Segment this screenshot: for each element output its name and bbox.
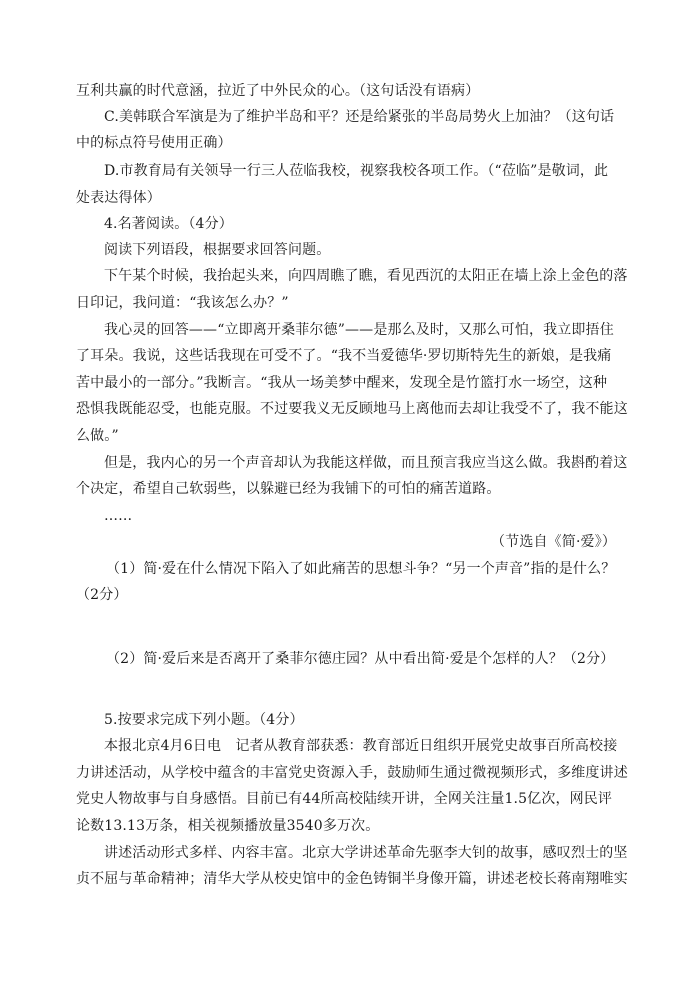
text-line: 处表达得体）: [76, 190, 161, 206]
text-line: 下午某个时候，我抬起头来，向四周瞧了瞧，看见西沉的太阳正在墙上涂上金色的落: [104, 268, 628, 284]
text-line: 论数13.13万条，相关视频播放量3540多万次。: [76, 818, 380, 834]
text-line: 讲述活动形式多样、内容丰富。北京大学讲述革命先驱李大钊的故事，感叹烈士的坚: [104, 845, 628, 861]
text-line: 个决定，希望自己软弱些，以躲避已经为我铺下的可怕的痛苦道路。: [76, 481, 501, 497]
source-citation: （节选自《简·爱》）: [491, 534, 616, 550]
text-line: 本报北京4月6日电 记者从教育部获悉：教育部近日组织开展党史故事百所高校接: [104, 738, 618, 754]
text-line: 但是，我内心的另一个声音却认为我能这样做，而且预言我应当这么做。我斟酌着这: [104, 455, 628, 471]
text-line: 贞不屈与革命精神；清华大学从校史馆中的金色铸铜半身像开篇，讲述老校长蒋南翔唯实: [76, 871, 628, 887]
text-line: 力讲述活动，从学校中蕴含的丰富党史资源入手，鼓励师生通过微视频形式，多维度讲述: [76, 765, 628, 781]
text-line: 互利共赢的时代意涵，拉近了中外民众的心。（这句话没有语病）: [76, 83, 480, 99]
text-line: 么做。”: [76, 428, 119, 444]
text-line: 党史人物故事与自身感悟。目前已有44所高校陆续开讲，全网关注量1.5亿次，网民评: [76, 791, 613, 807]
question-1: （1）简·爱在什么情况下陷入了如此痛苦的思想斗争？“另一个声音”指的是什么？: [106, 561, 616, 577]
section-heading: 4.名著阅读。（4分）: [104, 216, 233, 232]
question-1-score: （2分）: [76, 587, 128, 603]
text-line: 日印记，我问道：“我该怎么办？”: [76, 295, 289, 311]
text-line: 阅读下列语段，根据要求回答问题。: [104, 242, 331, 258]
question-2: （2）简·爱后来是否离开了桑菲尔德庄园？从中看出简·爱是个怎样的人？（2分）: [106, 651, 615, 667]
text-line: D.市教育局有关领导一行三人莅临我校，视察我校各项工作。（“莅临”是敬词，此: [104, 163, 609, 179]
text-line: 我心灵的回答——“立即离开桑菲尔德”——是那么及时，又那么可怕，我立即捂住: [104, 322, 614, 338]
text-line: 恐惧我既能忍受，也能克服。不过要我义无反顾地马上离他而去却让我受不了，我不能这: [76, 401, 628, 417]
text-line: 苦中最小的一部分。”我断言。“我从一场美梦中醒来，发现全是竹篮打水一场空，这种: [76, 375, 608, 391]
text-line: 中的标点符号使用正确）: [76, 135, 232, 151]
text-line: C.美韩联合军演是为了维护半岛和平？还是给紧张的半岛局势火上加油？（这句话: [104, 109, 615, 125]
ellipsis-line: ……: [104, 508, 133, 524]
section-heading: 5.按要求完成下列小题。（4分）: [104, 712, 304, 728]
text-line: 了耳朵。我说，这些话我现在可受不了。“我不当爱德华·罗切斯特先生的新娘，是我痛: [76, 348, 612, 364]
